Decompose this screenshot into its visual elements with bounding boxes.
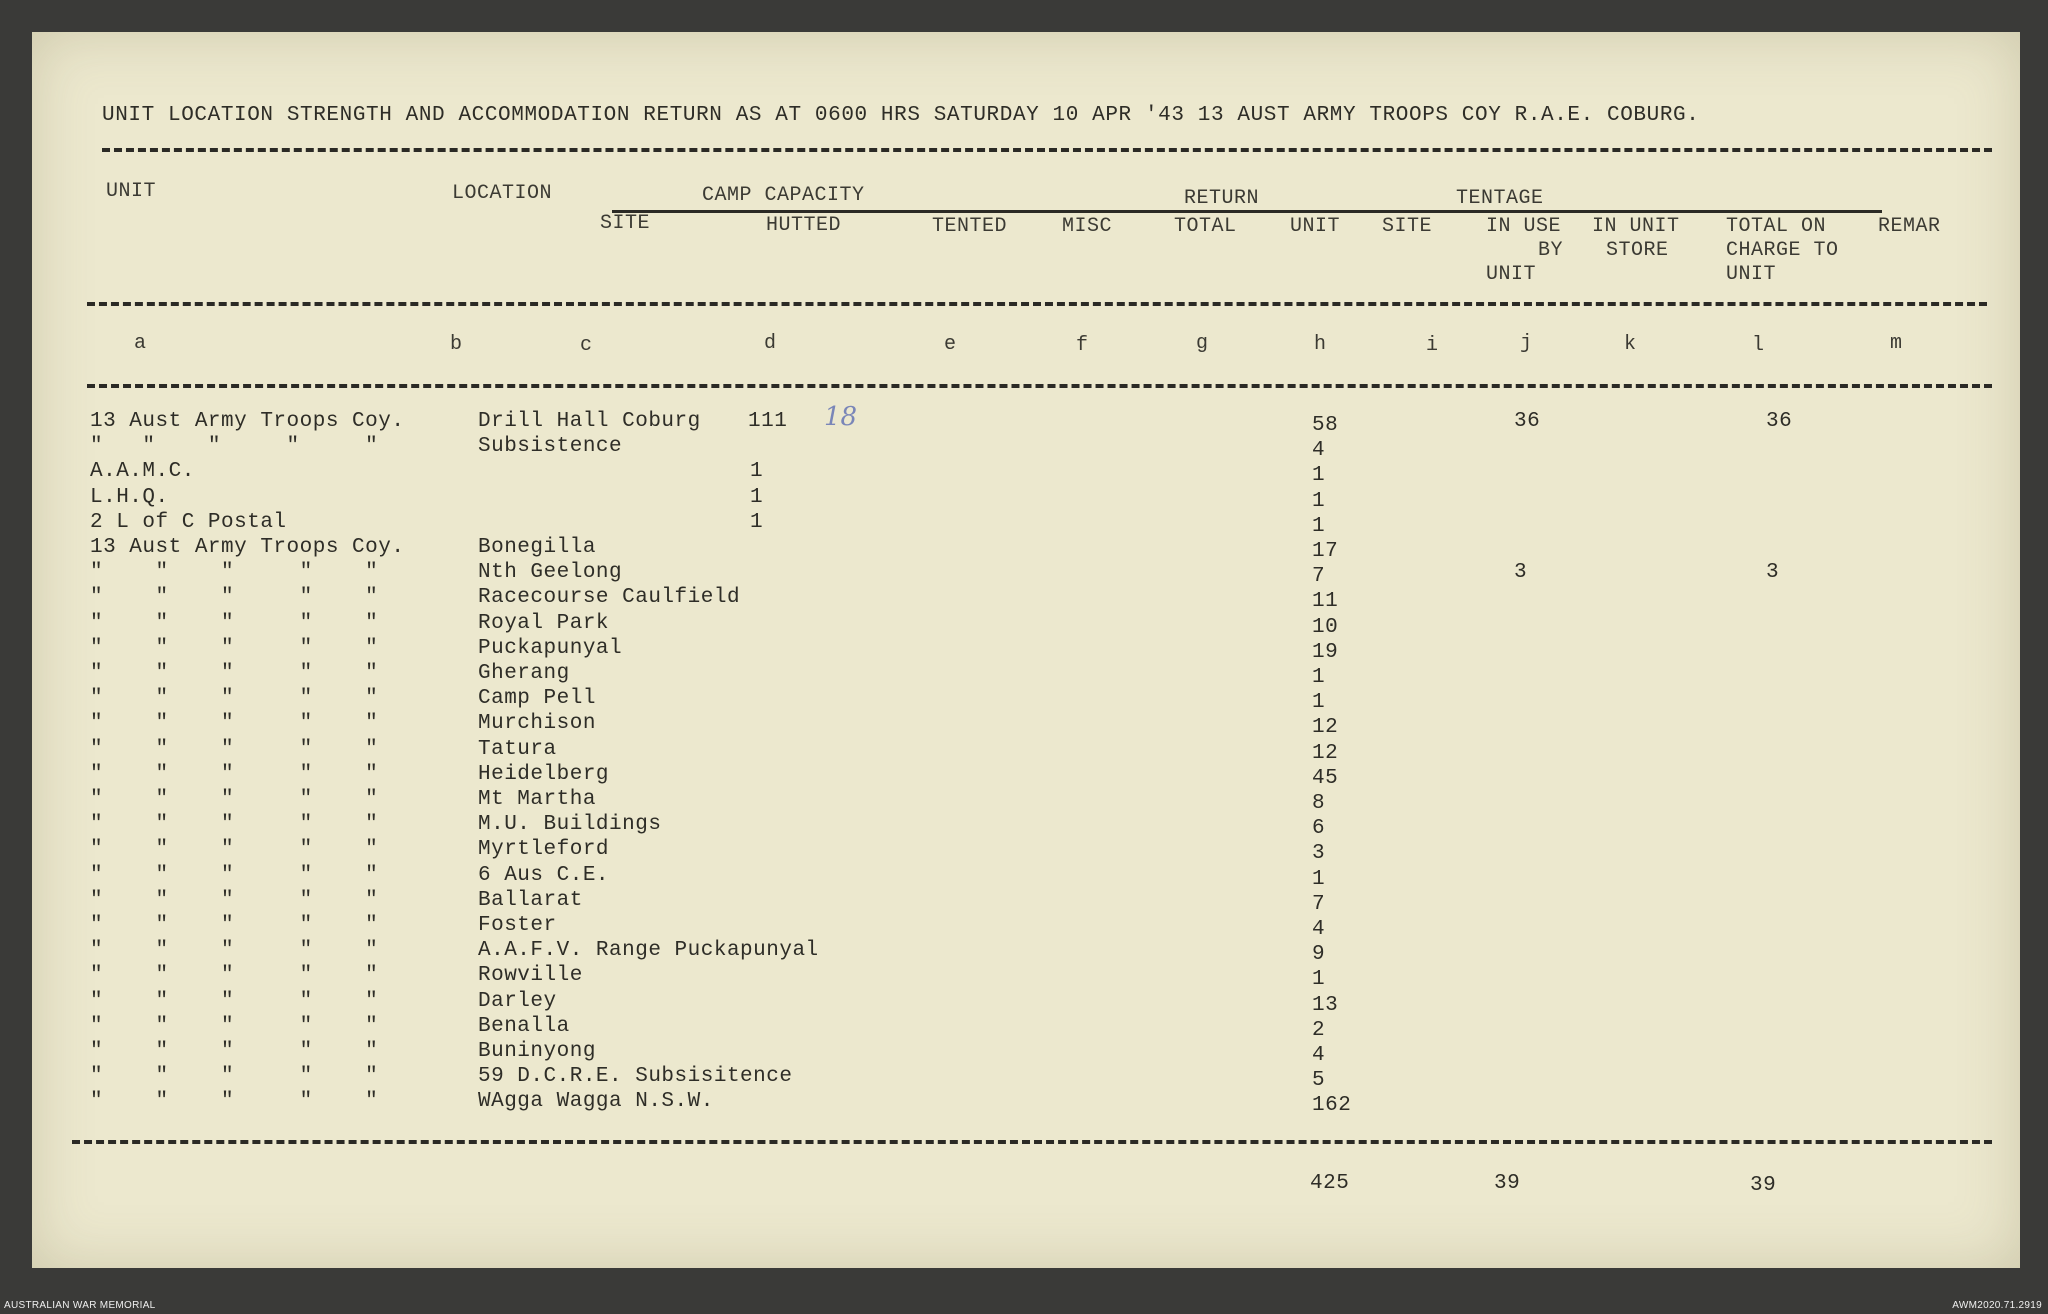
cell-location: Subsistence: [478, 435, 623, 458]
header-misc: MISC: [1062, 215, 1113, 238]
column-letter: h: [1314, 333, 1327, 356]
cell-unit: " " " " ": [90, 738, 379, 761]
letters-rule: [87, 384, 1992, 388]
cell-location: Myrtleford: [478, 838, 610, 861]
cell-total-on-charge: 36: [1766, 410, 1793, 433]
cell-location: Mt Martha: [478, 788, 596, 811]
header-tented: TENTED: [932, 215, 1008, 238]
total-on-charge: 39: [1750, 1174, 1777, 1197]
header-unit: UNIT: [106, 180, 157, 203]
cell-in-use: 36: [1514, 410, 1541, 433]
cell-return-unit: 17: [1312, 540, 1339, 563]
cell-return-unit: 1: [1312, 691, 1326, 714]
cell-unit: " " " " ": [90, 813, 379, 836]
column-letter: l: [1752, 334, 1765, 357]
cell-location: Tatura: [478, 738, 557, 761]
header-total-on-3: UNIT: [1726, 263, 1777, 286]
totals-rule: [72, 1140, 1992, 1144]
cell-unit: " " " " ": [90, 914, 379, 937]
header-group-rule: [612, 210, 1882, 213]
cell-unit: " " " " ": [90, 662, 379, 685]
cell-return-unit: 12: [1312, 742, 1339, 765]
cell-unit: " " " " ": [90, 612, 379, 635]
cell-location: WAgga Wagga N.S.W.: [478, 1090, 714, 1113]
column-letter: m: [1890, 332, 1903, 355]
header-hutted: HUTTED: [766, 214, 842, 237]
header-return-site: SITE: [1382, 215, 1433, 238]
cell-location: Heidelberg: [478, 763, 610, 786]
cell-return-unit: 1: [1312, 666, 1326, 689]
cell-unit: " " " " ": [90, 990, 379, 1013]
total-return-unit: 425: [1310, 1172, 1350, 1195]
cell-total-on-charge: 3: [1766, 561, 1780, 584]
cell-unit: " " " " ": [90, 788, 379, 811]
footer-archive-name: AUSTRALIAN WAR MEMORIAL: [4, 1300, 156, 1311]
header-camp-capacity: CAMP CAPACITY: [702, 184, 865, 207]
cell-unit: A.A.M.C.: [90, 460, 195, 483]
header-in-unit-2: STORE: [1606, 239, 1669, 262]
cell-return-unit: 7: [1312, 565, 1326, 588]
title-rule: [102, 148, 1992, 152]
header-rule: [87, 302, 1987, 306]
cell-location: Rowville: [478, 964, 583, 987]
cell-unit: " " " " ": [90, 561, 379, 584]
cell-location: Gherang: [478, 662, 570, 685]
cell-return-unit: 13: [1312, 994, 1339, 1017]
cell-unit: " " " " ": [90, 435, 379, 458]
column-letter: b: [450, 333, 463, 356]
cell-location: A.A.F.V. Range Puckapunyal: [478, 939, 819, 962]
cell-unit: " " " " ": [90, 712, 379, 735]
cell-unit: 13 Aust Army Troops Coy.: [90, 410, 405, 433]
document-page: [32, 32, 2020, 1268]
column-letter: f: [1076, 334, 1089, 357]
cell-unit: " " " " ": [90, 637, 379, 660]
cell-return-unit: 1: [1312, 464, 1326, 487]
cell-return-unit: 1: [1312, 968, 1326, 991]
cell-return-unit: 7: [1312, 893, 1326, 916]
total-in-use: 39: [1494, 1172, 1521, 1195]
cell-return-unit: 6: [1312, 817, 1326, 840]
cell-location: Ballarat: [478, 889, 583, 912]
column-letter: k: [1624, 333, 1637, 356]
column-letter: a: [134, 332, 147, 355]
header-site: SITE: [600, 212, 651, 235]
cell-return-unit: 5: [1312, 1069, 1326, 1092]
cell-hutted: 1: [750, 511, 764, 534]
cell-return-unit: 4: [1312, 1044, 1326, 1067]
cell-return-unit: 11: [1312, 590, 1339, 613]
cell-unit: " " " " ": [90, 586, 379, 609]
cell-unit: " " " " ": [90, 1065, 379, 1088]
cell-return-unit: 1: [1312, 515, 1326, 538]
cell-return-unit: 2: [1312, 1019, 1326, 1042]
column-letter: c: [580, 334, 593, 357]
cell-return-unit: 162: [1312, 1094, 1352, 1117]
header-tentage: TENTAGE: [1456, 187, 1544, 210]
cell-location: Benalla: [478, 1015, 570, 1038]
cell-unit: " " " " ": [90, 763, 379, 786]
cell-location: Camp Pell: [478, 687, 596, 710]
cell-location: Buninyong: [478, 1040, 596, 1063]
cell-location: Puckapunyal: [478, 637, 623, 660]
cell-in-use: 3: [1514, 561, 1528, 584]
footer-item-number: AWM2020.71.2919: [1952, 1300, 2042, 1311]
cell-location: Bonegilla: [478, 536, 596, 559]
column-letter: i: [1426, 334, 1439, 357]
cell-unit: " " " " ": [90, 939, 379, 962]
column-letter: j: [1520, 332, 1533, 355]
cell-unit: " " " " ": [90, 864, 379, 887]
cell-location: Murchison: [478, 712, 596, 735]
cell-return-unit: 58: [1312, 414, 1339, 437]
column-letter: g: [1196, 332, 1209, 355]
column-letter: e: [944, 333, 957, 356]
header-in-use-2: BY: [1538, 239, 1564, 262]
cell-return-unit: 1: [1312, 490, 1326, 513]
cell-return-unit: 8: [1312, 792, 1326, 815]
cell-hutted: 1: [750, 486, 764, 509]
cell-return-unit: 9: [1312, 943, 1326, 966]
header-total-on-2: CHARGE TO: [1726, 239, 1839, 262]
header-total: TOTAL: [1174, 215, 1237, 238]
header-in-use-1: IN USE: [1486, 215, 1562, 238]
cell-unit: " " " " ": [90, 1040, 379, 1063]
cell-return-unit: 12: [1312, 716, 1339, 739]
cell-hutted: 1: [750, 460, 764, 483]
column-letter: d: [764, 332, 777, 355]
cell-return-unit: 19: [1312, 641, 1339, 664]
document-title: UNIT LOCATION STRENGTH AND ACCOMMODATION RETURN AS AT 0600 HRS SATURDAY 10 APR '43 13 AUST ARMY TROOPS COY R.A.E. COBURG.: [102, 104, 1700, 127]
cell-unit: " " " " ": [90, 687, 379, 710]
cell-location: 59 D.C.R.E. Subsisitence: [478, 1065, 793, 1088]
cell-unit: 13 Aust Army Troops Coy.: [90, 536, 405, 559]
cell-return-unit: 1: [1312, 868, 1326, 891]
cell-location: Nth Geelong: [478, 561, 623, 584]
cell-location: Darley: [478, 990, 557, 1013]
header-location: LOCATION: [452, 182, 553, 205]
header-return-unit: UNIT: [1290, 215, 1341, 238]
header-total-on-1: TOTAL ON: [1726, 215, 1827, 238]
cell-return-unit: 3: [1312, 842, 1326, 865]
cell-return-unit: 45: [1312, 767, 1339, 790]
cell-return-unit: 4: [1312, 439, 1326, 462]
pencil-annotation: 18: [824, 402, 858, 432]
cell-location: Racecourse Caulfield: [478, 586, 741, 609]
cell-unit: L.H.Q.: [90, 486, 169, 509]
cell-return-unit: 4: [1312, 918, 1326, 941]
cell-unit: " " " " ": [90, 1090, 379, 1113]
cell-return-unit: 10: [1312, 616, 1339, 639]
header-in-unit-1: IN UNIT: [1592, 215, 1680, 238]
cell-location: Royal Park: [478, 612, 610, 635]
header-remarks: REMAR: [1878, 215, 1941, 238]
cell-hutted: 111: [748, 410, 788, 433]
cell-unit: " " " " ": [90, 1015, 379, 1038]
cell-location: 6 Aus C.E.: [478, 864, 610, 887]
header-in-use-3: UNIT: [1486, 263, 1537, 286]
cell-unit: " " " " ": [90, 838, 379, 861]
cell-location: Foster: [478, 914, 557, 937]
cell-location: Drill Hall Coburg: [478, 410, 701, 433]
header-return: RETURN: [1184, 187, 1260, 210]
cell-location: M.U. Buildings: [478, 813, 662, 836]
cell-unit: " " " " ": [90, 964, 379, 987]
cell-unit: 2 L of C Postal: [90, 511, 287, 534]
cell-unit: " " " " ": [90, 889, 379, 912]
